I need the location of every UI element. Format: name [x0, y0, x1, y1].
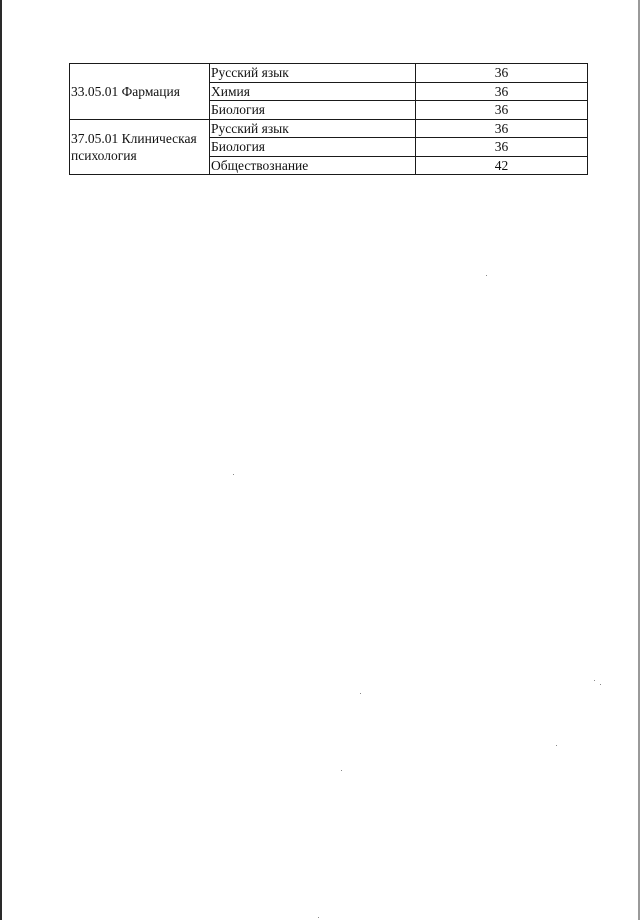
subject-cell: Обществознание — [210, 156, 416, 175]
specialty-name: 33.05.01 Фармация — [71, 83, 180, 99]
score-cell: 36 — [416, 64, 588, 83]
scan-speck — [318, 917, 319, 918]
subject-cell: Химия — [210, 82, 416, 101]
score-cell: 36 — [416, 82, 588, 101]
scan-speck — [341, 770, 342, 771]
scan-speck — [233, 474, 234, 475]
subject-cell: Биология — [210, 138, 416, 157]
specialty-cell — [70, 64, 210, 120]
score-cell: 36 — [416, 101, 588, 120]
specialty-name: 37.05.01 Клиническая психология — [71, 130, 197, 163]
score-cell: 36 — [416, 138, 588, 157]
scan-speck — [600, 684, 601, 685]
specialty-cell — [70, 119, 210, 175]
score-cell: 42 — [416, 156, 588, 175]
table-row — [70, 64, 588, 83]
subject-cell: Русский язык — [210, 64, 416, 83]
scan-speck — [594, 680, 595, 681]
scan-speck — [556, 745, 557, 746]
subject-cell: Биология — [210, 101, 416, 120]
min-scores-table — [69, 63, 588, 175]
scan-speck — [360, 693, 361, 694]
table-row — [70, 119, 588, 138]
subject-cell: Русский язык — [210, 119, 416, 138]
score-cell: 36 — [416, 119, 588, 138]
scan-speck — [486, 275, 487, 276]
